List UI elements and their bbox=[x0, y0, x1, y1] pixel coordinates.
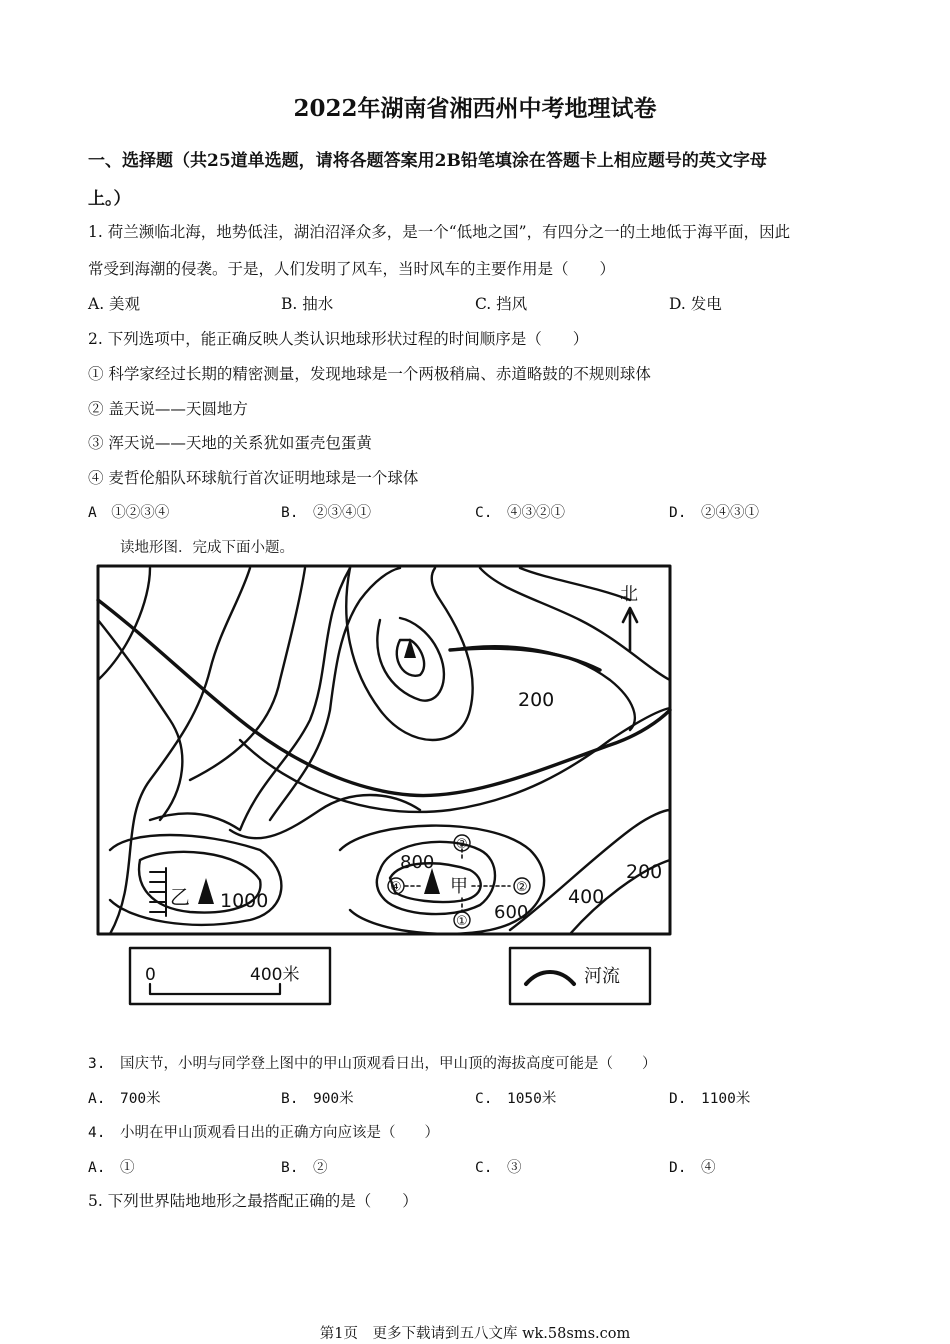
q5-stem: 5. 下列世界陆地地形之最搭配正确的是（ ） bbox=[88, 1192, 418, 1210]
q3-option-a: A. 700米 bbox=[88, 1091, 161, 1107]
north-label: 北 bbox=[620, 584, 638, 605]
q4-option-d: D. ④ bbox=[669, 1160, 716, 1176]
q2-item-1: ① 科学家经过长期的精密测量，发现地球是一个两极稍扁、赤道略鼓的不规则球体 bbox=[88, 365, 651, 383]
river-branch bbox=[450, 648, 600, 670]
direction-2-label: ② bbox=[516, 880, 528, 895]
contour-label-600: 600 bbox=[494, 902, 529, 923]
q1-option-d: D. 发电 bbox=[669, 295, 722, 313]
direction-3-label: ③ bbox=[456, 837, 468, 852]
page-footer: 第1页 更多下载请到五八文库 wk.58sms.com bbox=[319, 1326, 631, 1342]
q2-option-a: A ①②③④ bbox=[88, 505, 170, 521]
direction-4-label: ④ bbox=[390, 880, 402, 895]
q2-item-3: ③ 浑天说——天地的关系犹如蛋壳包蛋黄 bbox=[88, 434, 372, 452]
q1-stem-line2: 常受到海潮的侵袭。于是，人们发明了风车，当时风车的主要作用是（ ） bbox=[88, 260, 616, 278]
q2-option-c: C. ④③②① bbox=[475, 505, 565, 521]
peak-yi-triangle-icon bbox=[198, 878, 214, 904]
q3-option-c: C. 1050米 bbox=[475, 1091, 557, 1107]
q2-item-2: ② 盖天说——天圆地方 bbox=[88, 400, 248, 418]
peak-jia-label: 甲 bbox=[450, 876, 468, 897]
legend-river-label: 河流 bbox=[584, 966, 620, 987]
legend-box bbox=[510, 948, 650, 1004]
north-arrow-icon bbox=[623, 608, 637, 650]
q2-option-b: B. ②③④① bbox=[281, 505, 371, 521]
contour-lines bbox=[98, 568, 670, 934]
peak-yi-label: 乙 bbox=[170, 885, 190, 909]
q1-option-c: C. 挡风 bbox=[475, 295, 528, 313]
page-title: 2022年湖南省湘西州中考地理试卷 bbox=[293, 95, 657, 122]
q1-stem-line1: 1. 荷兰濒临北海，地势低洼，湖泊沼泽众多，是一个“低地之国”，有四分之一的土地低于海平面，因此 bbox=[88, 223, 791, 241]
section-heading-line1: 一、选择题（共25道单选题，请将各题答案用2B铅笔填涂在答题卡上相应题号的英文字母 bbox=[88, 151, 767, 171]
map-intro: 读地形图．完成下面小题。 bbox=[120, 540, 294, 556]
section-heading-line2: 上。） bbox=[88, 189, 131, 209]
q1-option-b: B. 抽水 bbox=[281, 295, 334, 313]
q4-stem: 4. 小明在甲山顶观看日出的正确方向应该是（ ） bbox=[88, 1125, 439, 1141]
scale-end-label: 400米 bbox=[250, 965, 300, 985]
topographic-map bbox=[90, 560, 680, 1010]
river-main bbox=[98, 600, 670, 796]
contour-label-200-east: 200 bbox=[626, 861, 663, 883]
q4-option-c: C. ③ bbox=[475, 1160, 522, 1176]
contour-label-800: 800 bbox=[400, 852, 435, 873]
q2-option-d: D. ②④③① bbox=[669, 505, 759, 521]
q3-option-b: B. 900米 bbox=[281, 1091, 354, 1107]
q3-stem: 3. 国庆节，小明与同学登上图中的甲山顶观看日出，甲山顶的海拔高度可能是（ ） bbox=[88, 1056, 657, 1072]
contour-label-1000: 1000 bbox=[220, 890, 269, 912]
q2-item-4: ④ 麦哲伦船队环球航行首次证明地球是一个球体 bbox=[88, 469, 419, 487]
contour-label-200-north: 200 bbox=[518, 689, 555, 711]
q1-option-a: A. 美观 bbox=[88, 295, 141, 313]
q3-option-d: D. 1100米 bbox=[669, 1091, 751, 1107]
scale-box bbox=[130, 948, 330, 1004]
contour-label-400: 400 bbox=[568, 886, 605, 908]
q2-stem: 2. 下列选项中，能正确反映人类认识地球形状过程的时间顺序是（ ） bbox=[88, 330, 589, 348]
cliff-hatch bbox=[150, 868, 166, 916]
q4-option-b: B. ② bbox=[281, 1160, 328, 1176]
q4-option-a: A. ① bbox=[88, 1160, 135, 1176]
scale-start-label: 0 bbox=[145, 965, 156, 985]
scale-bar bbox=[150, 984, 280, 994]
direction-1-label: ① bbox=[456, 914, 468, 929]
river-legend-icon bbox=[526, 972, 574, 984]
